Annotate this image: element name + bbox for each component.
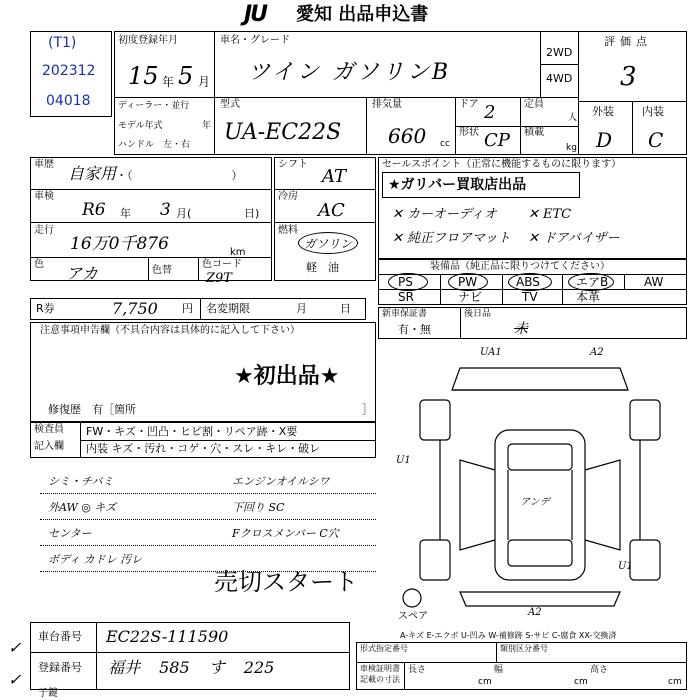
doors-label: ドア	[459, 99, 479, 110]
remark-l1: シミ・チバミ	[48, 475, 114, 488]
capacity-label: 定員	[524, 99, 544, 110]
equip-leather: 本革	[576, 290, 601, 304]
remark-l2: 外AW ◎ キズ	[48, 501, 117, 514]
selling-points-label: セールスポイント（正常に機能するものに限ります）	[382, 159, 622, 170]
bottom-label: 子鍵	[38, 688, 58, 699]
damage-note: アンデ	[520, 497, 550, 508]
remark-r1: エンジンオイルシワ	[232, 475, 330, 488]
check-mark-2: ✓	[8, 670, 22, 689]
width-unit: cm	[574, 677, 588, 687]
cert-label: 車検証明書	[360, 664, 400, 673]
damage-u1b: U1	[618, 561, 633, 572]
equip-airbag-circle	[568, 273, 614, 291]
displacement-value: 660	[388, 124, 427, 148]
sell-start-stamp: 売切スタート	[214, 568, 358, 596]
inspector-label-1: 検査員	[34, 424, 64, 435]
lot-tag: (T1)	[48, 35, 77, 51]
displacement-label: 排気量	[372, 99, 402, 110]
color-value: アカ	[66, 264, 98, 283]
history-suffix: ・（ ）	[116, 169, 243, 182]
equip-pw: PW	[458, 275, 478, 289]
inspection-label: 車検	[34, 191, 54, 202]
capacity-unit: 人	[568, 113, 578, 123]
model-year-unit: 年	[202, 121, 212, 131]
equip-aw: AW	[644, 275, 664, 289]
rating-ext-value: D	[596, 128, 613, 152]
shift-value: AT	[322, 166, 347, 187]
registration-value: 福井 585 す 225	[108, 658, 275, 677]
rating-label: 評価点	[604, 35, 652, 48]
post-date-value: 未	[514, 321, 528, 337]
equipment-label: 装備品（純正品に限りつけてください）	[430, 261, 610, 272]
rating-ext-label: 外装	[592, 105, 614, 118]
brand-logo: JU	[244, 2, 267, 27]
inspector-int-row: 内装 キズ・汚れ・コゲ・穴・スレ・キレ・破レ	[86, 442, 321, 455]
chassis-value: EC22S-111590	[106, 627, 229, 646]
rating-int-value: C	[648, 128, 664, 152]
drive-2wd: 2WD	[546, 46, 573, 59]
shift-label: シフト	[278, 159, 308, 170]
inspector-label-2: 記入欄	[34, 441, 64, 452]
doors-value: 2	[484, 102, 496, 123]
model-year-label: モデル年式	[118, 121, 163, 131]
cert-label-2: 記載の寸法	[360, 675, 400, 684]
damage-u1: U1	[396, 455, 411, 466]
equip-sr: SR	[398, 290, 414, 304]
equip-airbag: エアB	[576, 275, 609, 289]
lot-date-code: 202312	[42, 63, 96, 79]
equip-tv: TV	[522, 290, 538, 304]
length-unit: cm	[478, 677, 492, 687]
history-value: 自家用	[68, 164, 117, 183]
damage-a2: A2	[590, 347, 604, 358]
history-label: 車歴	[34, 159, 54, 170]
guarantee-value: 有・無	[398, 323, 431, 336]
height-label: 高さ	[590, 665, 609, 675]
first-reg-year: 15	[128, 62, 159, 90]
cooling-label: 冷房	[278, 191, 298, 202]
guarantee-label: 新車保証書	[382, 309, 428, 319]
first-reg-label: 初度登録年月	[118, 35, 178, 46]
shape-label: 形状	[459, 127, 479, 138]
recycle-value: 7,750	[112, 299, 158, 318]
equip-ps-circle	[388, 273, 428, 291]
inspection-day-unit: 日)	[244, 207, 260, 220]
first-reg-month-unit: 月	[198, 75, 211, 89]
remark-r3: Fクロスメンバー C穴	[232, 527, 339, 540]
inspector-fw-row: FW・キズ・凹凸・ヒビ割・リペア跡・X要	[86, 425, 298, 438]
spare-label: スペア	[398, 611, 428, 622]
form-title: 愛知 出品申込書	[296, 4, 429, 25]
damage-a1: UA1	[480, 347, 502, 358]
chassis-label: 車台番号	[38, 630, 82, 643]
recycle-unit: 円	[182, 302, 193, 315]
drive-4wd: 4WD	[546, 72, 573, 85]
height-unit: cm	[668, 677, 682, 687]
rating-value: 3	[620, 62, 637, 92]
designation-label: 形式指定番号	[360, 644, 408, 653]
first-reg-month: 5	[178, 62, 194, 90]
remark-l3: センター	[48, 527, 92, 540]
damage-legend: A-キズ E-エクボ U-凹み W-補修跡 S-サビ C-腐食 XX-交換済	[400, 631, 617, 640]
repair-close: ］	[362, 403, 373, 416]
load-label: 積載	[524, 127, 544, 138]
inspection-month: 3	[160, 200, 171, 220]
remark-l4: ボディ カドレ 汚レ	[48, 553, 143, 566]
equip-ps: PS	[398, 275, 413, 289]
mileage-label: 走行	[34, 225, 54, 236]
mileage-unit: km	[230, 247, 246, 258]
check-mark-1: ✓	[8, 638, 22, 657]
first-reg-year-unit: 年	[162, 75, 175, 89]
post-date-label: 後日品	[464, 309, 492, 319]
length-label: 長さ	[408, 665, 427, 675]
equip-abs-circle	[508, 273, 552, 291]
handle-label: ハンドル 左・右	[118, 140, 191, 150]
load-unit: kg	[566, 143, 577, 153]
shape-value: CP	[484, 130, 510, 151]
registration-label: 登録番号	[38, 661, 82, 674]
name-change-month: 月	[296, 302, 307, 315]
category-label: 類別区分番号	[500, 644, 548, 653]
color-code-value: Z9T	[206, 271, 232, 286]
damage-a2b: A2	[528, 607, 542, 618]
model-code-value: UA-EC22S	[224, 120, 342, 145]
lot-number: 04018	[46, 93, 91, 109]
model-name-label: 車名・グレード	[220, 35, 290, 46]
width-label: 幅	[494, 665, 504, 675]
rating-int-label: 内装	[642, 105, 664, 118]
fuel-diesel: 軽 油	[306, 261, 339, 274]
fuel-value: ガソリン	[304, 237, 353, 251]
inspection-month-unit: 月(	[176, 207, 192, 220]
car-diagram	[400, 340, 680, 620]
mileage-value: 16万0千876	[70, 234, 169, 254]
cooling-value: AC	[318, 200, 345, 221]
first-listing-stamp: ★初出品★	[234, 364, 340, 389]
model-name-value: ツイン ガソリンB	[248, 60, 452, 85]
inspection-era: R6	[82, 200, 106, 220]
dealer-label: ディーラー・並行	[118, 101, 190, 111]
equip-navi: ナビ	[458, 290, 483, 304]
selling-point-1: ✕ カーオーディオ	[392, 207, 497, 222]
name-change-label: 名変期限	[206, 302, 250, 315]
fuel-circle	[298, 232, 358, 254]
inspection-year-unit: 年	[120, 207, 131, 220]
color-change-label: 色替	[152, 265, 172, 276]
selling-points-banner: ★ガリバー買取店出品	[388, 177, 527, 193]
selling-point-4: ✕ ドアバイザー	[528, 231, 620, 246]
notes-label: 注意事項申告欄（不具合内容は具体的に記入して下さい）	[40, 325, 300, 336]
repair-label: 修復歴 有［箇所	[48, 403, 136, 416]
recycle-block	[30, 298, 366, 320]
color-code-label: 色コード	[202, 259, 242, 270]
equip-abs: ABS	[516, 275, 540, 289]
model-code-label: 型式	[220, 99, 240, 110]
fuel-label: 燃料	[278, 225, 298, 236]
selling-point-3: ✕ 純正フロアマット	[392, 231, 511, 246]
displacement-unit: cc	[440, 139, 450, 149]
recycle-label: R券	[36, 302, 55, 315]
remark-r2: 下回り SC	[232, 501, 285, 514]
color-label: 色	[34, 259, 44, 270]
equip-pw-circle	[448, 273, 488, 291]
name-change-day: 日	[340, 302, 351, 315]
selling-point-2: ✕ ETC	[528, 207, 572, 222]
